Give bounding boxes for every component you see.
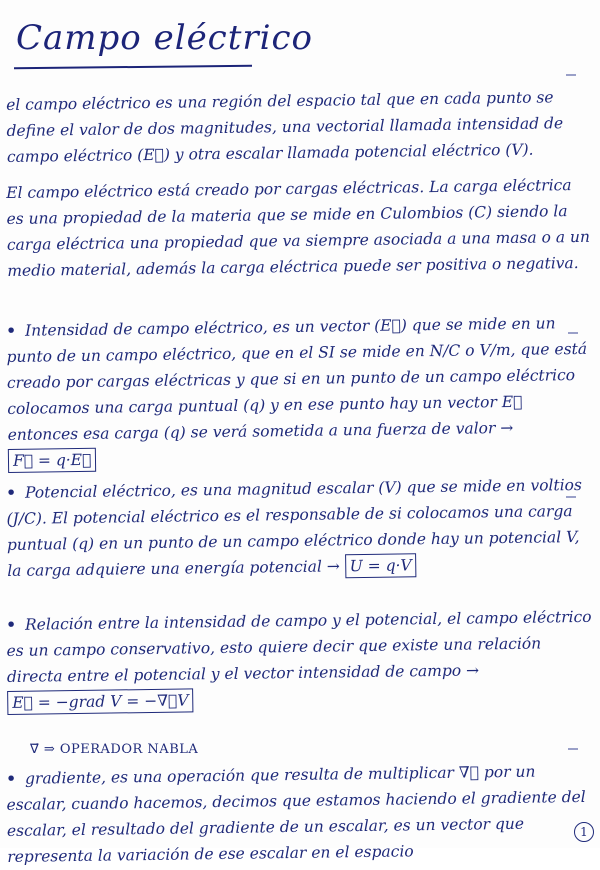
page-number: 1 bbox=[574, 822, 594, 842]
bullet-icon: • bbox=[6, 482, 17, 502]
charge-paragraph: El campo eléctrico está creado por cargas eléctricas. La carga eléctrica es una propiedad de la materia que se mide en Culombios (C) siendo la carga eléctrica una propiedad que va siempre asociada a una masa o a un medio material, además la carga eléctrica puede ser positiva o negativa. bbox=[6, 176, 591, 280]
bullet-icon: • bbox=[6, 768, 17, 788]
energy-formula: U = q·V bbox=[345, 553, 417, 578]
nabla-operator-note: ∇⃗ ⇒ OPERADOR NABLA bbox=[30, 742, 199, 757]
force-formula: F⃗ = q·E⃗ bbox=[8, 448, 97, 473]
intro-paragraph: el campo eléctrico es una región del espacio tal que en cada punto se define el valor de dos magnitudes, una vectorial llamada intensidad de campo eléctrico (E⃗) y otra escalar llamada potencial eléctrico (V). bbox=[6, 88, 564, 166]
gradient-paragraph bbox=[6, 758, 593, 870]
relation-text: Relación entre la intensidad de campo y el potencial, el campo eléctrico es un campo conservativo, esto quiere decir que existe una relación directa entre el potencial y el vector intensidad de campo → bbox=[6, 607, 592, 686]
potential-text: Potencial eléctrico, es una magnitud escalar (V) que se mide en voltios (J/C). El potencial eléctrico es el responsable de si colocamos una carga puntual (q) en un punto de un campo eléctrico donde hay un potencial V, la carga adquiere una energía potencial → bbox=[6, 475, 583, 580]
relation-paragraph bbox=[6, 604, 593, 716]
intensity-text: Intensidad de campo eléctrico, es un vector (E⃗) que se mide en un punto de un campo eléctrico, que en el SI se mide en N/C o V/m, que está creado por cargas eléctricas y que si en un punto de un campo eléctrico colocamos una carga puntual (q) y en ese punto hay un vector E⃗ entonces esa carga (q) se verá sometida a una fuerza de valor → bbox=[6, 314, 588, 444]
margin-mark bbox=[566, 74, 576, 76]
page-title: Campo eléctrico bbox=[16, 18, 314, 58]
margin-mark bbox=[568, 748, 578, 750]
potential-paragraph bbox=[6, 472, 593, 584]
bullet-icon: • bbox=[6, 614, 17, 634]
title-underline bbox=[14, 65, 252, 69]
gradient-formula: E⃗ = −grad V = −∇⃗V bbox=[7, 688, 194, 715]
bullet-icon: • bbox=[6, 320, 17, 340]
gradient-text: gradiente, es una operación que resulta de multiplicar ∇⃗ por un escalar, cuando hacemos, decimos que estamos haciendo el gradiente del escalar, el resultado del gradiente de un escalar, es un vector que representa la variación de ese escalar en el espacio bbox=[6, 762, 586, 866]
intensity-paragraph bbox=[6, 310, 594, 474]
